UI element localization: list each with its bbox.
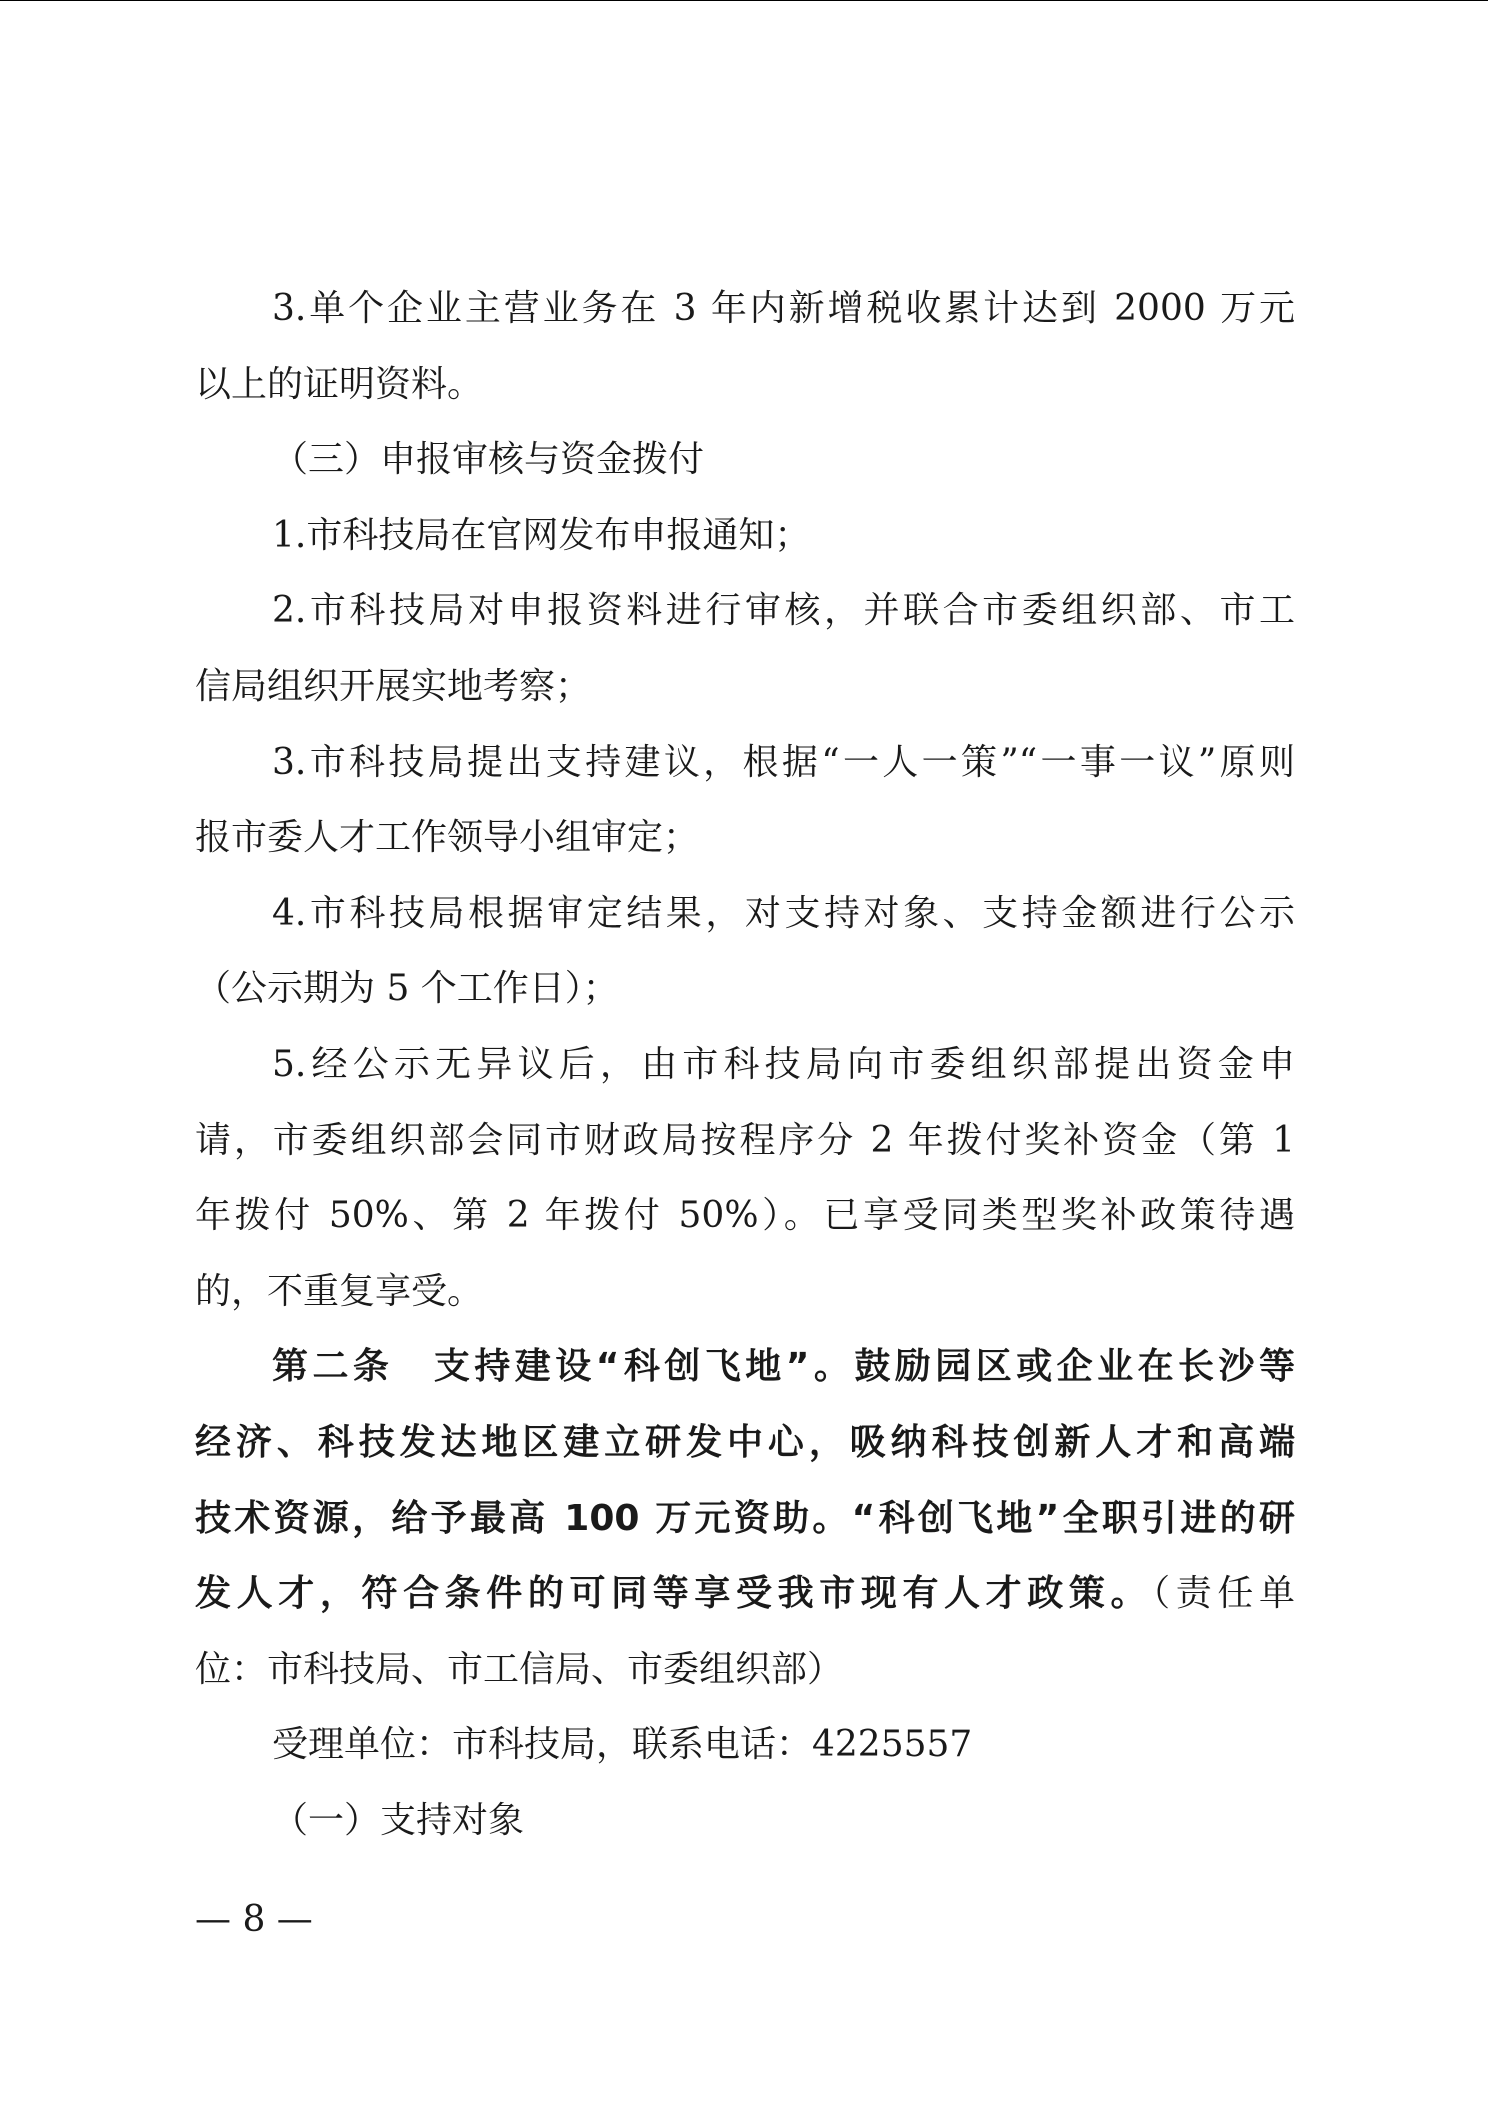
text-line [272,1027,1295,1103]
bold-text-segment: 技术资源，给予最高 100 万元资助。“科创飞地”全职引进的研 [195,1497,1295,1539]
text-line [195,649,1295,725]
text-line [272,1707,1295,1783]
bold-text-segment: 第二条 支持建设“科创飞地”。鼓励园区或企业在长沙等 [272,1346,1295,1388]
text-segment: （三）申报审核与资金拨付 [272,439,705,481]
bold-text-segment: 经济、科技发达地区建立研发中心，吸纳科技创新人才和高端 [195,1422,1295,1463]
text-line [272,271,1295,347]
text-segment: （一）支持对象 [272,1800,525,1841]
text-line [195,1405,1295,1481]
text-segment: 4.市科技局根据审定结果，对支持对象、支持金额进行公示 [272,892,1295,934]
text-segment: 5.经公示无异议后，由市科技局向市委组织部提出资金申 [272,1044,1295,1085]
text-line [272,498,1295,574]
text-line [195,1556,1295,1632]
text-line [272,422,1295,498]
text-line [272,725,1295,801]
page-top-border [0,0,1488,1]
text-line [195,1481,1295,1557]
text-line [195,1178,1295,1254]
text-segment: 1.市科技局在官网发布申报通知； [272,514,811,556]
text-segment: 报市委人才工作领导小组审定； [195,817,700,859]
page-number: — 8 — [195,1899,313,1940]
text-segment: 年拨付 50%、第 2 年拨付 50%）。已享受同类型奖补政策待遇 [195,1195,1295,1237]
text-segment: 的，不重复享受。 [195,1270,484,1312]
text-line [195,951,1295,1027]
text-line [272,573,1295,649]
text-line [195,800,1295,876]
text-line [195,1632,1295,1708]
text-segment: 以上的证明资料。 [195,363,484,405]
text-segment: 2.市科技局对申报资料进行审核，并联合市委组织部、市工 [272,590,1295,632]
text-segment: 受理单位：市科技局，联系电话：4225557 [272,1724,973,1766]
text-line [195,1254,1295,1330]
text-segment: 位：市科技局、市工信局、市委组织部） [195,1648,844,1690]
text-segment: 信局组织开展实地考察； [195,666,592,707]
text-line [272,1783,1295,1859]
text-segment: （责任单 [1152,1573,1295,1615]
text-line [195,1103,1295,1179]
text-line [195,347,1295,423]
bold-text-segment: 发人才，符合条件的可同等享受我市现有人才政策。 [195,1573,1153,1615]
text-line [272,1329,1295,1405]
text-segment: 3.单个企业主营业务在 3 年内新增税收累计达到 2000 万元 [272,288,1295,329]
text-segment: 3.市科技局提出支持建议，根据“一人一策”“一事一议”原则 [272,741,1295,783]
text-segment: 请，市委组织部会同市财政局按程序分 2 年拨付奖补资金（第 1 [195,1119,1295,1161]
text-line [272,876,1295,952]
text-segment: （公示期为 5 个工作日）； [195,968,619,1010]
